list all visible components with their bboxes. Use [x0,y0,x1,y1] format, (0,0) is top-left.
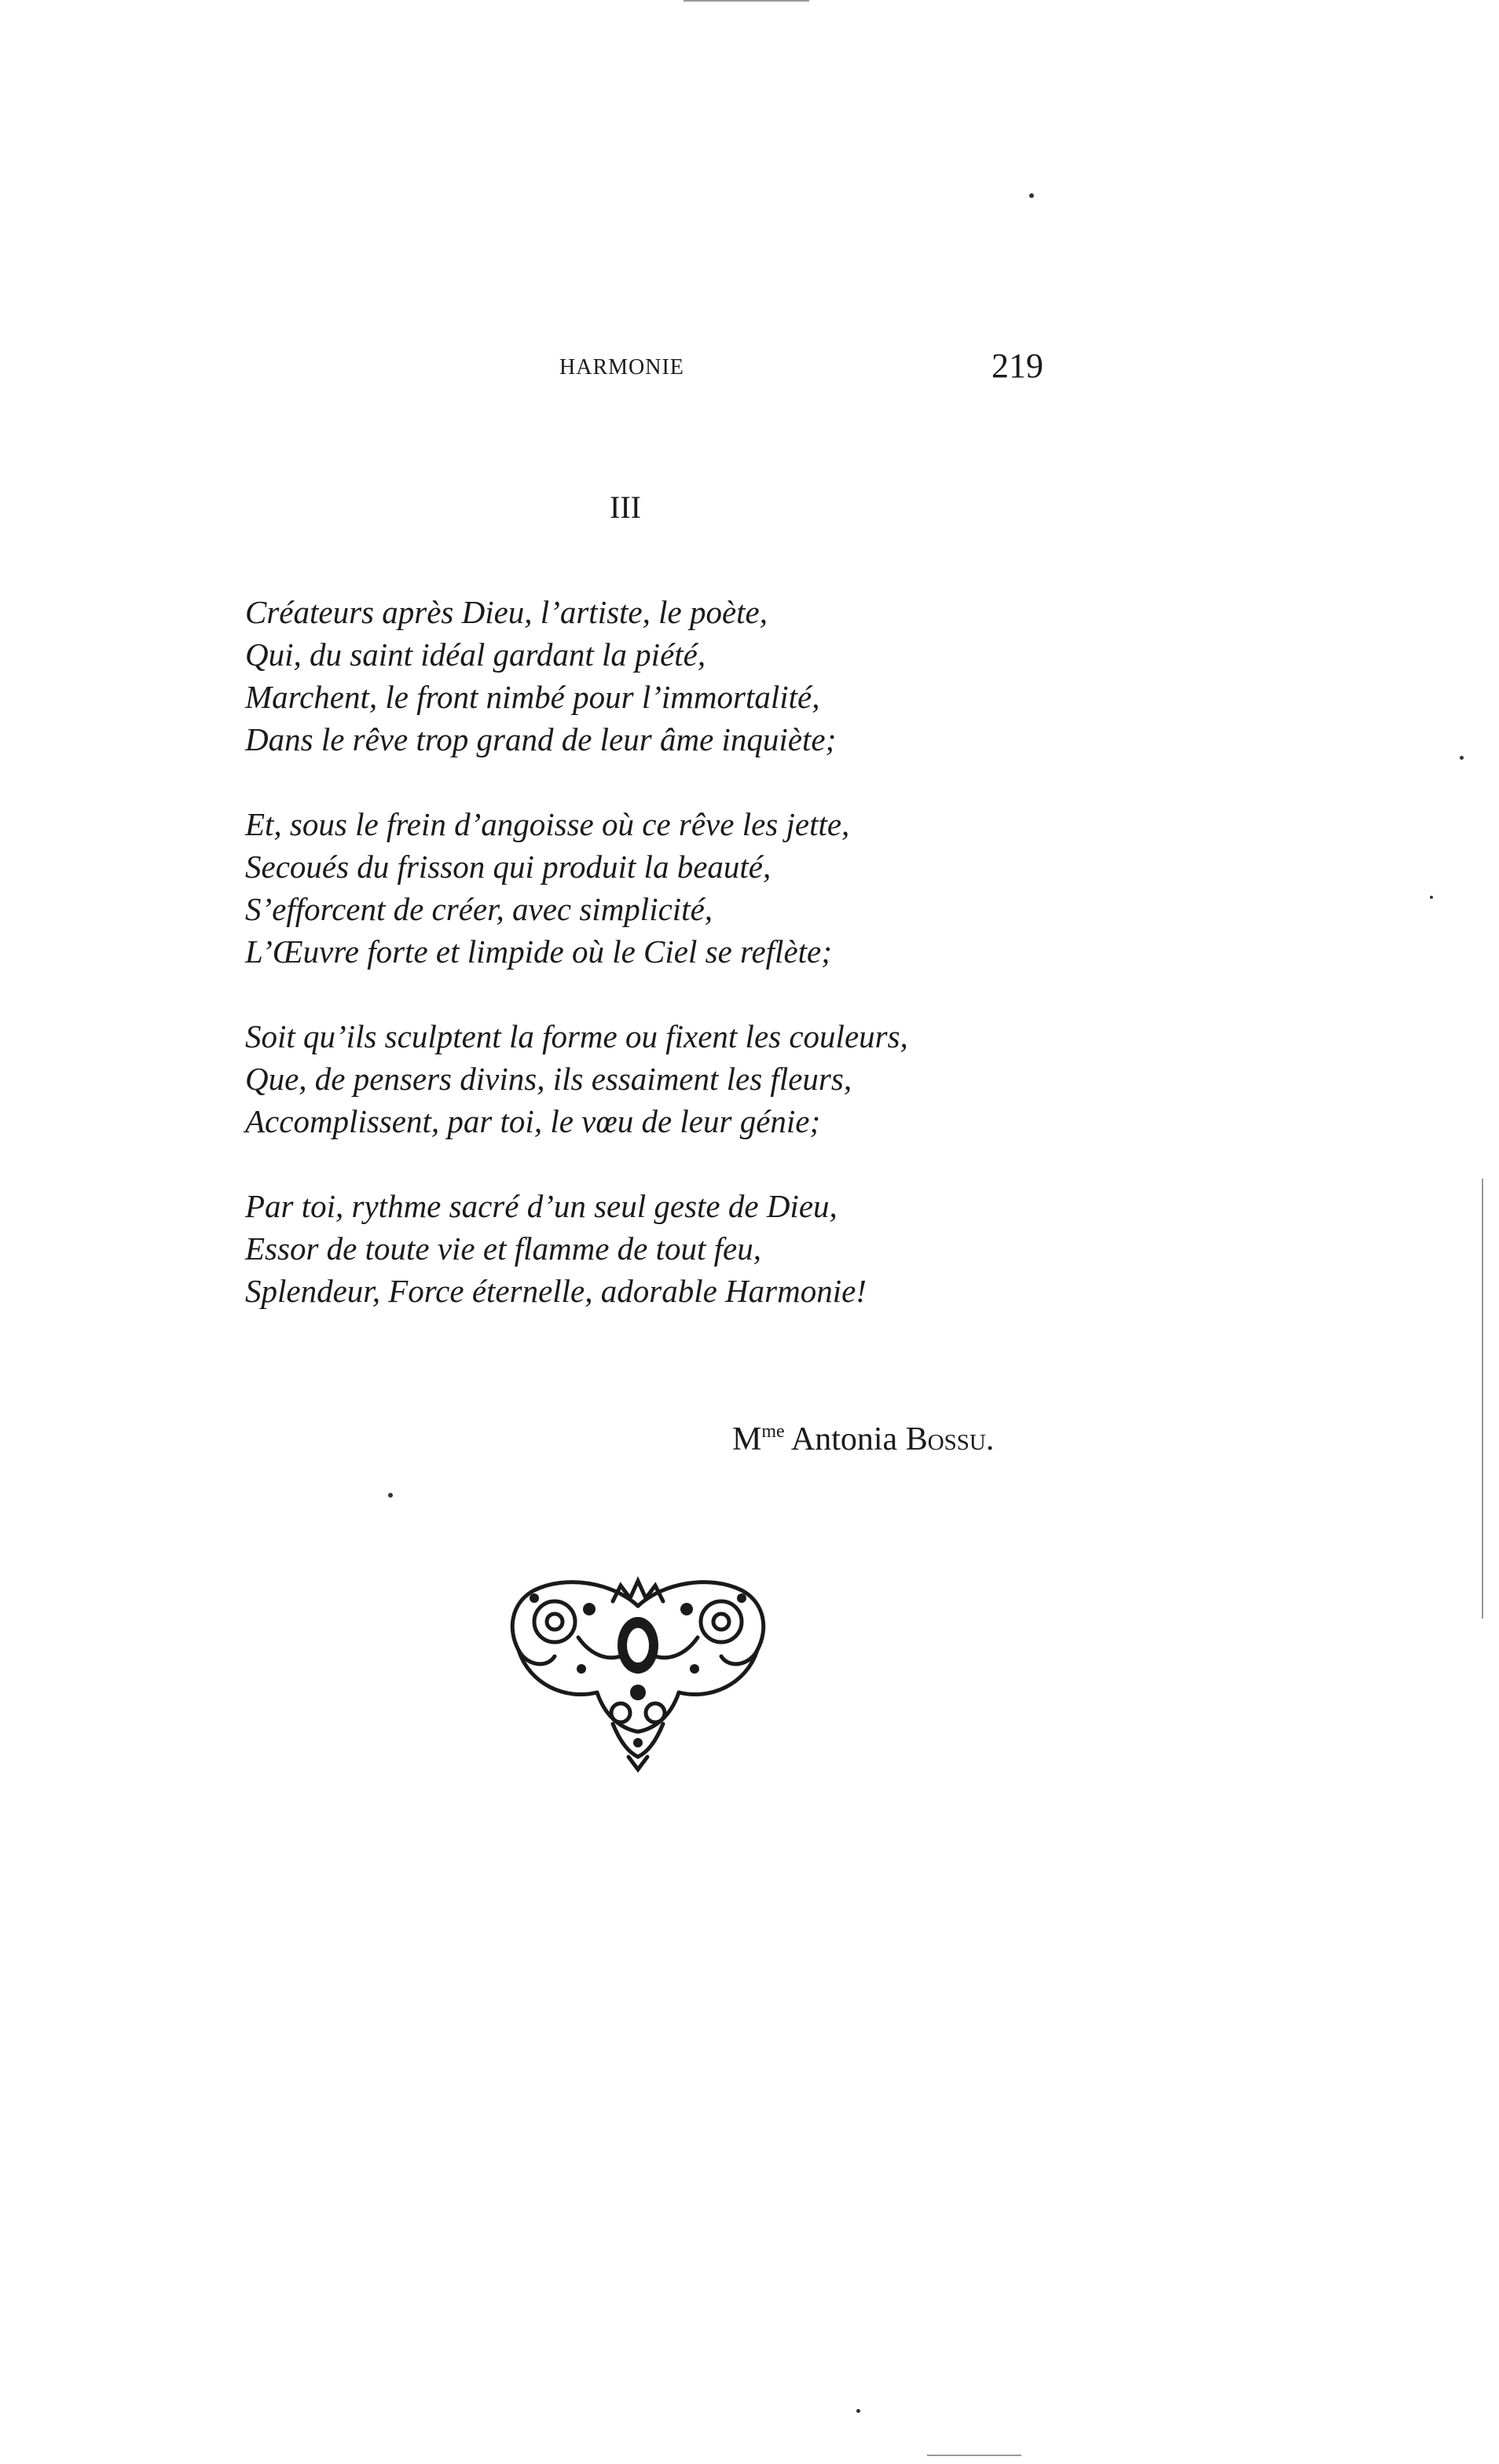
verse-line: Secoués du frisson qui produit la beauté, [245,849,771,885]
speck-mark [856,2409,860,2413]
section-number: III [610,490,641,525]
verse-line: S’efforcent de créer, avec simplicité, [245,891,713,927]
verse-line: Splendeur, Force éternelle, adorable Harmonie! [245,1273,867,1309]
signature-given-name: Antonia [790,1421,898,1458]
verse-line: Dans le rêve trop grand de leur âme inquiète; [245,721,837,757]
signature-prefix-superscript: me [761,1421,785,1442]
verse-line: Marchent, le front nimbé pour l’immortalité, [245,679,820,715]
right-edge-rule [1482,1179,1483,1619]
signature-surname: Bossu. [905,1421,995,1458]
verse-line: Et, sous le frein d’angoisse où ce rêve les jette, [245,806,850,842]
speck-mark [388,1493,393,1498]
poem [245,591,1109,1355]
baroque-ornament-icon [503,1575,773,1773]
top-rule [684,0,809,2]
signature-prefix: M [732,1421,762,1458]
bottom-rule [927,2455,1021,2456]
verse-line: Créateurs après Dieu, l’artiste, le poète, [245,594,768,630]
stanza-2 [245,803,1109,973]
verse-line: Qui, du saint idéal gardant la piété, [245,636,706,673]
stanza-1 [245,591,1109,761]
speck-mark [1029,193,1034,198]
verse-line: L’Œuvre forte et limpide où le Ciel se reflète; [245,933,832,970]
stanza-4 [245,1185,1109,1312]
verse-line: Par toi, rythme sacré d’un seul geste de Dieu, [245,1188,837,1224]
verse-line: Que, de pensers divins, ils essaiment les fleurs, [245,1061,852,1097]
verse-line: Accomplissent, par toi, le vœu de leur génie; [245,1103,821,1139]
verse-line: Essor de toute vie et flamme de tout feu, [245,1230,761,1267]
page-number: 219 [991,346,1043,385]
verse-line: Soit qu’ils sculptent la forme ou fixent les couleurs, [245,1018,908,1054]
stanza-3 [245,1015,1109,1142]
signature [732,1421,994,1458]
speck-mark [1430,896,1433,899]
running-header-title: HARMONIE [559,355,684,380]
speck-mark [1460,756,1464,760]
